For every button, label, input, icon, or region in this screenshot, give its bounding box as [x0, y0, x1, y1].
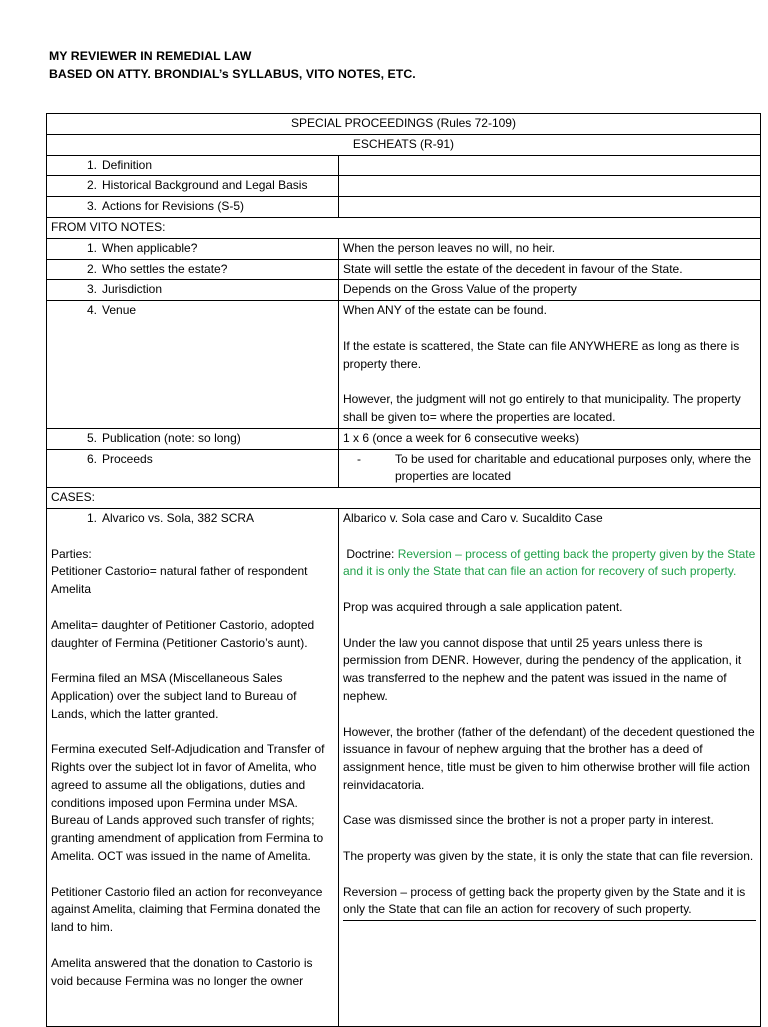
- question-cell: 1. When applicable?: [47, 238, 339, 259]
- table-row: [47, 217, 761, 238]
- empty-cell: [339, 176, 761, 197]
- table-row: [47, 238, 761, 259]
- doctrine-text: Reversion – process of getting back the property given by the State and it is only the State that can file an action for recovery of such property.: [343, 546, 756, 579]
- doctrine: Doctrine: Reversion – process of getting back the property given by the State and it is only the State that can file an action for recovery of such property.: [343, 546, 756, 579]
- cases-header: CASES:: [47, 488, 761, 509]
- answer-cell: State will settle the estate of the decedent in favour of the State.: [339, 259, 761, 280]
- outline-cell: 1. Definition: [47, 155, 339, 176]
- case-paragraph: Amelita= daughter of Petitioner Castorio, adopted daughter of Fermina (Petitioner Castorio’s aunt).: [51, 617, 315, 650]
- table-row: [47, 301, 761, 429]
- reviewer-table: [46, 113, 761, 1027]
- document-title: MY REVIEWER IN REMEDIAL LAW: [49, 49, 252, 63]
- answer-cell: 1 x 6 (once a week for 6 consecutive weeks): [339, 428, 761, 449]
- question-cell: 6. Proceeds: [47, 449, 339, 488]
- case-paragraph: Under the law you cannot dispose that until 25 years unless there is permission from DENR. However, during the pendency of the application, it was transferred to the nephew and the patent was issued in the name of nephew.: [343, 635, 742, 703]
- case-paragraph: Prop was acquired through a sale application patent.: [343, 599, 623, 614]
- case-paragraph: Reversion – process of getting back the property given by the State and it is only the State that can file an action for recovery of such property.: [343, 884, 746, 917]
- question-cell: 4. Venue: [47, 301, 339, 429]
- question-cell: 2. Who settles the estate?: [47, 259, 339, 280]
- case-paragraph: Amelita answered that the donation to Castorio is void because Fermina was no longer the owner: [51, 955, 313, 988]
- answer-cell: When the person leaves no will, no heir.: [339, 238, 761, 259]
- answer-cell: [339, 301, 761, 429]
- case-paragraph: Petitioner Castorio filed an action for reconveyance against Amelita, claiming that Fermina donated the land to him.: [51, 884, 323, 935]
- table-row: [47, 259, 761, 280]
- case-heading: Albarico v. Sola case and Caro v. Sucaldito Case: [343, 510, 603, 525]
- vito-notes-header: FROM VITO NOTES:: [47, 217, 761, 238]
- parties-label: Parties:: [51, 546, 92, 561]
- venue-answer-2: If the estate is scattered, the State can file ANYWHERE as long as there is property there.: [343, 338, 740, 371]
- case-paragraph: The property was given by the state, it is only the state that can file reversion.: [343, 849, 754, 864]
- table-title: SPECIAL PROCEEDINGS (Rules 72-109): [47, 114, 761, 135]
- venue-answer-1: When ANY of the estate can be found.: [343, 303, 547, 318]
- bullet: -: [357, 451, 361, 466]
- document-subtitle: BASED ON ATTY. BRONDIAL’s SYLLABUS, VITO NOTES, ETC.: [49, 67, 416, 81]
- table-row: [47, 488, 761, 509]
- case-title: 1. Alvarico vs. Sola, 382 SCRA: [86, 510, 255, 525]
- divider: [343, 920, 756, 921]
- table-row: [47, 155, 761, 176]
- table-row: [47, 428, 761, 449]
- table-row: [47, 176, 761, 197]
- venue-answer-3: However, the judgment will not go entirely to that municipality. The property shall be given to= where the properties are located.: [343, 392, 741, 424]
- proceeds-answer: To be used for charitable and educational purposes only, where the properties are located: [395, 451, 752, 484]
- case-paragraph: Petitioner Castorio= natural father of respondent Amelita: [51, 564, 308, 597]
- outline-cell: 2. Historical Background and Legal Basis: [47, 176, 339, 197]
- table-row: [47, 508, 761, 1026]
- case-paragraph: However, the brother (father of the defendant) of the decedent questioned the issuance in favour of nephew arguing that the brother has a deed of assignment hence, title must be given to him otherwise brother will file action reinvidacatoria.: [343, 724, 755, 792]
- table-row: [47, 197, 761, 218]
- empty-cell: [339, 155, 761, 176]
- question-cell: 5. Publication (note: so long): [47, 428, 339, 449]
- case-left-cell: [47, 508, 339, 1026]
- table-subtitle: ESCHEATS (R-91): [47, 134, 761, 155]
- table-row: [47, 134, 761, 155]
- answer-cell: Depends on the Gross Value of the property: [339, 280, 761, 301]
- case-paragraph: Case was dismissed since the brother is not a proper party in interest.: [343, 813, 714, 828]
- case-paragraph: Fermina filed an MSA (Miscellaneous Sales Application) over the subject land to Bureau of Lands, which the latter granted.: [51, 671, 297, 721]
- table-row: [47, 114, 761, 135]
- empty-cell: [339, 197, 761, 218]
- case-right-cell: [339, 508, 761, 1026]
- question-cell: 3. Jurisdiction: [47, 280, 339, 301]
- table-row: [47, 280, 761, 301]
- table-row: [47, 449, 761, 488]
- case-paragraph: Fermina executed Self-Adjudication and Transfer of Rights over the subject lot in favor of Amelita, who agreed to assume all the obligations, duties and conditions imposed upon Fermina under MSA. Bureau of Lands approved such transfer of rights; granting amendment of application from Fermina to Amelita. OCT was issued in the name of Amelita.: [51, 742, 325, 864]
- answer-cell: [339, 449, 761, 488]
- outline-cell: 3. Actions for Revisions (S-5): [47, 197, 339, 218]
